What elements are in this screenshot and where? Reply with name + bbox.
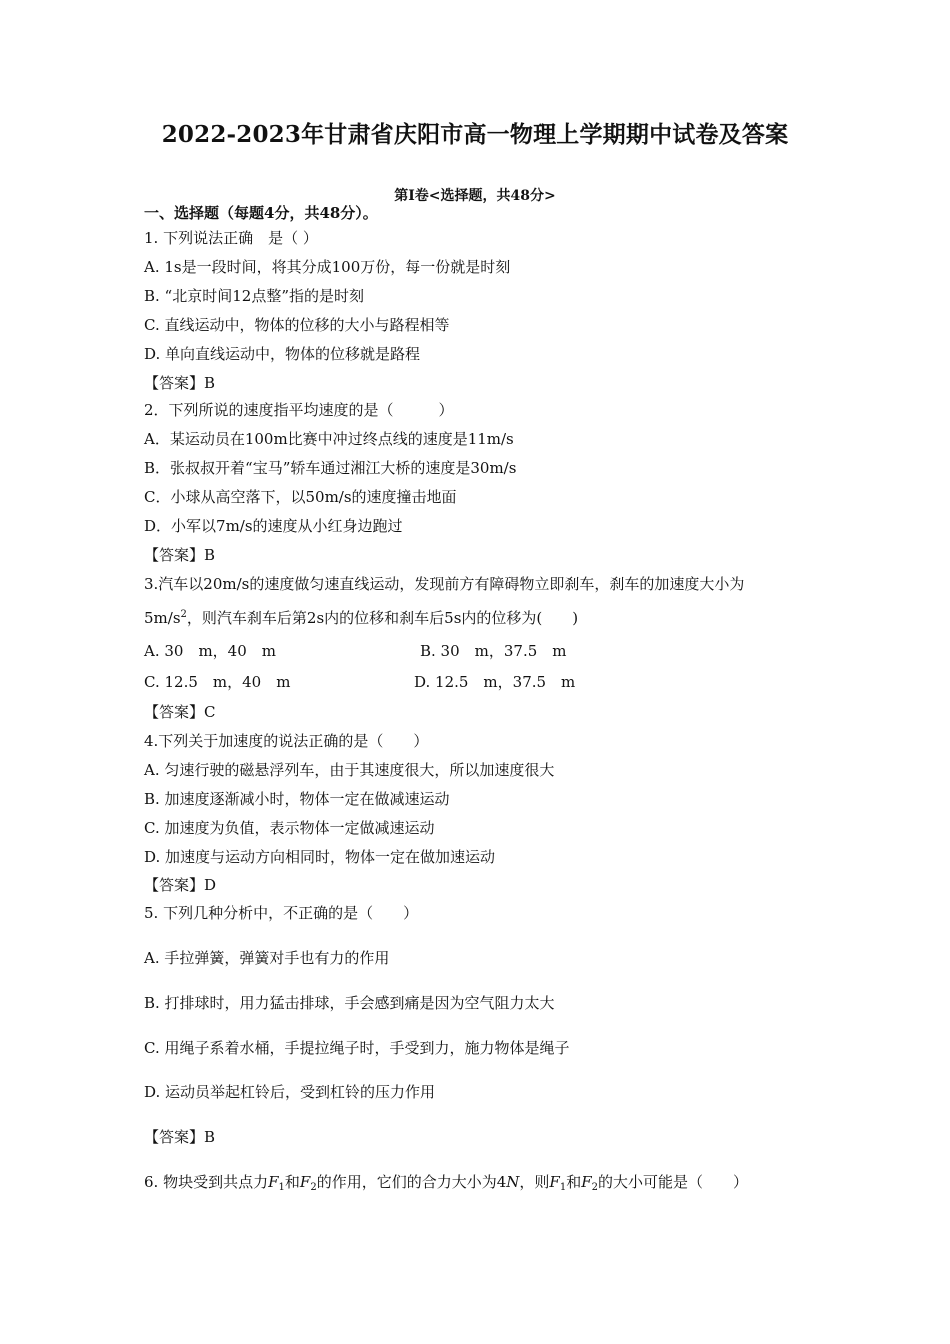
- q4-option-c: C. 加速度为负值，表示物体一定做减速运动: [144, 819, 435, 837]
- q1-answer: 【答案】B: [144, 374, 216, 392]
- q1-option-a: A. 1s是一段时间，将其分成100万份，每一份就是时刻: [144, 258, 511, 276]
- q6-stem: [144, 1172, 748, 1192]
- q4-option-d: D. 加速度与运动方向相同时，物体一定在做加速运动: [144, 848, 496, 866]
- q6-stem-part1: 6. 物块受到共点力: [144, 1173, 269, 1191]
- q3-option-c: C. 12.5 m，40 m: [144, 673, 291, 691]
- q1-option-b: B. “北京时间12点整”指的是时刻: [144, 287, 364, 305]
- q4-answer: 【答案】D: [144, 876, 217, 894]
- q1-option-c: C. 直线运动中，物体的位移的大小与路程相等: [144, 316, 450, 334]
- q5-option-c: C. 用绳子系着水桶，手提拉绳子时，手受到力，施力物体是绳子: [144, 1039, 570, 1057]
- q6-f1-subscript-2: 1: [559, 1182, 567, 1193]
- q3-option-d: D. 12.5 m，37.5 m: [414, 673, 576, 691]
- q6-f2-subscript-2: 2: [591, 1182, 598, 1193]
- q4-stem: 4.下列关于加速度的说法正确的是（ ）: [144, 732, 429, 750]
- q2-option-d: D．小军以7m/s的速度从小红身边跑过: [144, 517, 403, 535]
- q4-option-b: B. 加速度逐渐减小时，物体一定在做减速运动: [144, 790, 450, 808]
- q3-answer: 【答案】C: [144, 703, 216, 721]
- q6-f1-subscript: 1: [278, 1182, 285, 1193]
- q6-stem-part6: 的大小可能是（ ）: [598, 1173, 749, 1191]
- q3-option-b: B. 30 m，37.5 m: [420, 642, 567, 660]
- q2-answer: 【答案】B: [144, 546, 216, 564]
- q6-stem-part5: 和: [566, 1173, 582, 1191]
- q6-stem-part4: ，则: [519, 1173, 550, 1191]
- q6-unit-newton: N: [506, 1173, 520, 1191]
- section-header: 第Ⅰ卷<选择题，共48分>: [394, 188, 556, 204]
- q6-f1-symbol-2: F: [549, 1173, 560, 1191]
- q5-option-d: D. 运动员举起杠铃后，受到杠铃的压力作用: [144, 1083, 436, 1101]
- q4-option-a: A. 匀速行驶的磁悬浮列车，由于其速度很大，所以加速度很大: [144, 761, 555, 779]
- q5-option-a: A. 手拉弹簧，弹簧对手也有力的作用: [144, 949, 390, 967]
- q6-f2-subscript: 2: [310, 1182, 317, 1193]
- q2-option-b: B．张叔叔开着“宝马”轿车通过湘江大桥的速度是30m/s: [144, 459, 517, 477]
- q3-option-a: A. 30 m，40 m: [144, 642, 276, 660]
- q6-f1-symbol: F: [268, 1173, 279, 1191]
- q6-f2-symbol-2: F: [581, 1173, 592, 1191]
- part-heading: 一、选择题（每题4分，共48分）。: [144, 204, 378, 222]
- q1-stem: 1. 下列说法正确 是（ ）: [144, 229, 318, 247]
- page-title: 2022-2023年甘肃省庆阳市高一物理上学期期中试卷及答案: [161, 121, 789, 148]
- q3-stem-line2: [144, 608, 578, 628]
- q6-f2-symbol: F: [299, 1173, 311, 1191]
- q3-stem-line1: 3.汽车以20m/s的速度做匀速直线运动，发现前方有障碍物立即刹车，刹车的加速度大小为: [144, 575, 745, 593]
- q5-option-b: B. 打排球时，用力猛击排球，手会感到痛是因为空气阻力太大: [144, 994, 555, 1012]
- q2-option-c: C．小球从高空落下，以50m/s的速度撞击地面: [144, 488, 457, 506]
- q5-stem: 5. 下列几种分析中，不正确的是（ ）: [144, 904, 419, 922]
- q3-accel-value: 5m/s: [144, 609, 181, 627]
- q6-stem-part2: 和: [284, 1173, 300, 1191]
- q2-stem: 2．下列所说的速度指平均速度的是（ ）: [144, 401, 454, 419]
- q6-stem-part3: 的作用，它们的合力大小为4: [316, 1173, 507, 1191]
- q3-accel-exponent: 2: [180, 609, 187, 620]
- q5-answer: 【答案】B: [144, 1128, 216, 1146]
- q3-stem-rest: ，则汽车刹车后第2s内的位移和刹车后5s内的位移为( ): [186, 609, 579, 627]
- q1-option-d: D. 单向直线运动中，物体的位移就是路程: [144, 345, 421, 363]
- q2-option-a: A．某运动员在100m比赛中冲过终点线的速度是11m/s: [144, 430, 514, 448]
